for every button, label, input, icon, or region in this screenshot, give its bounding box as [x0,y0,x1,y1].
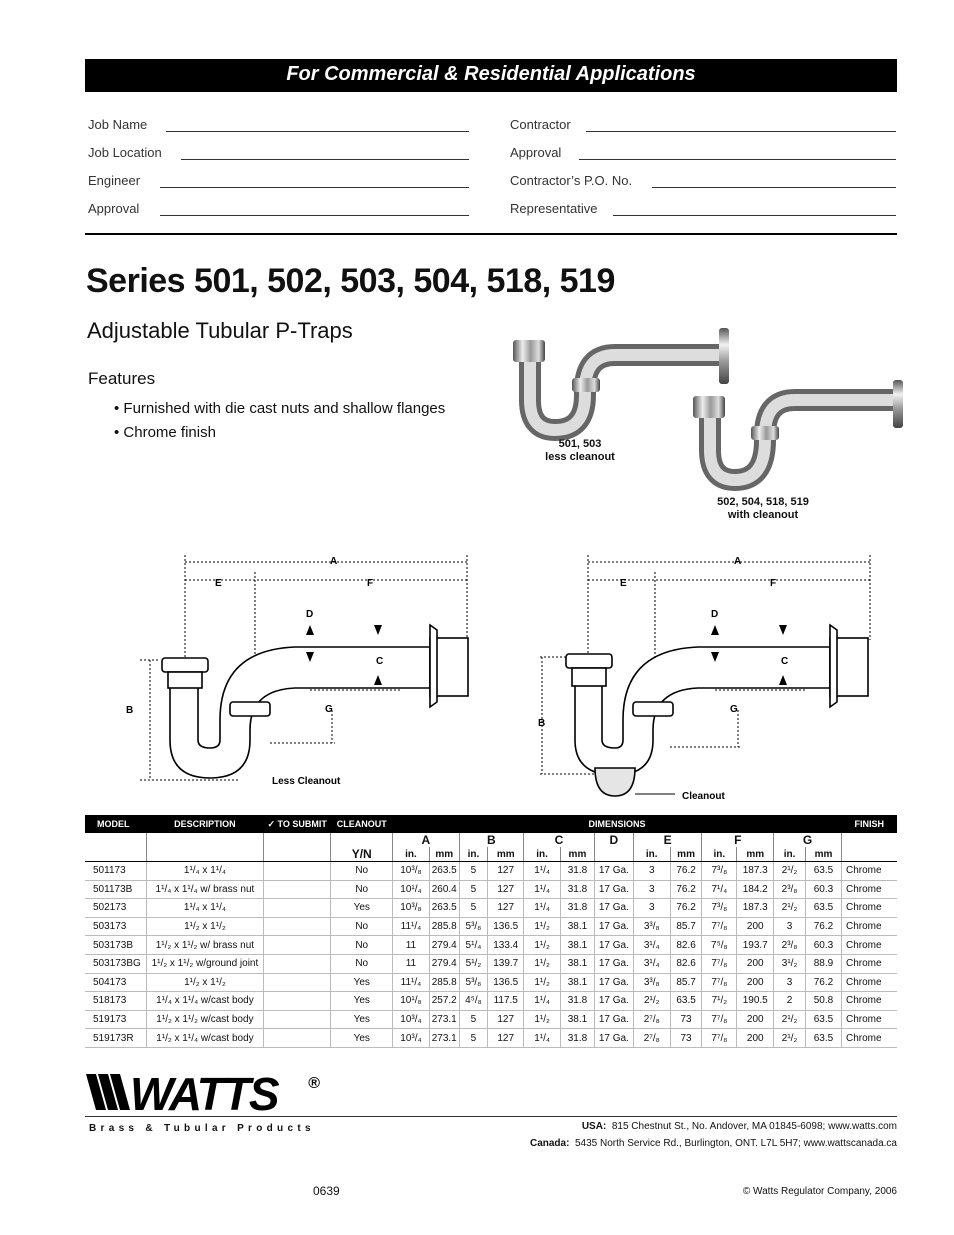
cell-d: 17 Ga. [594,862,633,881]
cell-d: 17 Ga. [594,1010,633,1029]
photo-caption-with-cleanout [700,496,826,522]
features-heading: Features [88,369,156,388]
cell-c-mm: 38.1 [561,1010,595,1029]
table-row [85,1010,897,1029]
col-header-submit: ✓ TO SUBMIT [263,815,331,833]
unit-header: mm [429,847,459,862]
cell-d: 17 Ga. [594,936,633,955]
cell-f-mm: 184.2 [737,880,774,899]
dim-label-e: E [215,578,222,589]
col-header-finish: FINISH [841,815,897,833]
cell-a-mm: 263.5 [429,862,459,881]
cell-g-mm: 76.2 [805,973,841,992]
cell-submit[interactable] [263,973,331,992]
table-row [85,973,897,992]
cell-a-in: 10³/₄ [392,1029,429,1048]
cell-finish: Chrome [841,1010,897,1029]
cell-g-in: 2³/₈ [774,880,806,899]
unit-header: in. [633,847,670,862]
cell-g-in: 3 [774,973,806,992]
cell-e-in: 3³/₈ [633,917,670,936]
cell-f-mm: 187.3 [737,899,774,918]
dim-label-a: A [734,556,742,567]
cell-b-mm: 127 [488,862,524,881]
cell-model: 502173 [85,899,147,918]
cell-model: 503173BG [85,954,147,973]
cell-c-in: 1¹/₂ [524,954,561,973]
cell-e-in: 2¹/₂ [633,992,670,1011]
cell-b-in: 4⁵/₈ [459,992,488,1011]
section-divider [85,233,897,235]
cell-c-mm: 38.1 [561,954,595,973]
col-header-dimensions: DIMENSIONS [392,815,841,833]
cell-cleanout: Yes [331,899,393,918]
cell-g-in: 3¹/₂ [774,954,806,973]
table-row [85,899,897,918]
registered-mark: ® [308,1075,319,1092]
cell-b-mm: 139.7 [488,954,524,973]
dim-label-d: D [306,609,314,620]
dim-label-g: G [325,704,333,715]
diagram-caption-less-cleanout: Less Cleanout [272,776,341,787]
cell-f-in: 7⁷/₈ [702,973,737,992]
cell-b-in: 5³/₈ [459,917,488,936]
cell-finish: Chrome [841,1029,897,1048]
cell-a-in: 10³/₈ [392,899,429,918]
logo-wordmark: WATTS [130,1070,278,1114]
cell-f-mm: 200 [737,973,774,992]
field-label: Contractor [510,117,571,132]
cell-submit[interactable] [263,936,331,955]
yn-header: Y/N [331,847,393,862]
page-subtitle: Adjustable Tubular P-Traps [87,318,353,343]
cell-model: 501173B [85,880,147,899]
unit-header: mm [737,847,774,862]
cell-description: 1¹/₂ x 1¹/₂ w/cast body [147,1010,264,1029]
spec-table [85,815,897,1048]
usa-label: USA: [581,1121,607,1132]
cell-f-mm: 190.5 [737,992,774,1011]
unit-header [594,847,633,862]
cell-g-mm: 60.3 [805,936,841,955]
usa-text: 815 Chestnut St., No. Andover, MA 01845-6098; www.watts.com [611,1121,897,1132]
cell-b-in: 5¹/₄ [459,936,488,955]
table-row [85,1029,897,1048]
unit-header: in. [524,847,561,862]
form-field-approval[interactable] [88,201,469,221]
cell-e-mm: 76.2 [670,862,702,881]
caption-line: 501, 503 [558,438,602,450]
cell-b-mm: 133.4 [488,936,524,955]
field-label: Contractor’s P.O. No. [510,173,633,188]
field-label: Approval [88,201,140,216]
cell-b-in: 5³/₈ [459,973,488,992]
unit-header: in. [392,847,429,862]
dim-label-d: D [711,609,719,620]
cell-submit[interactable] [263,880,331,899]
cell-f-in: 7⁷/₈ [702,917,737,936]
cell-g-mm: 63.5 [805,1029,841,1048]
cell-c-in: 1¹/₂ [524,917,561,936]
field-label: Approval [510,145,562,160]
cell-submit[interactable] [263,899,331,918]
cell-g-in: 2¹/₂ [774,899,806,918]
cell-model: 503173 [85,917,147,936]
cell-b-in: 5 [459,1029,488,1048]
cell-finish: Chrome [841,954,897,973]
cell-f-mm: 200 [737,1010,774,1029]
dim-label-f: F [367,578,374,589]
dim-label-g: G [730,704,738,715]
cell-g-mm: 63.5 [805,899,841,918]
cell-f-mm: 187.3 [737,862,774,881]
cell-a-mm: 285.8 [429,917,459,936]
form-field-approval-2[interactable] [510,145,896,165]
cell-c-mm: 38.1 [561,973,595,992]
cell-submit[interactable] [263,862,331,881]
cell-a-in: 10¹/₈ [392,992,429,1011]
cell-b-in: 5 [459,880,488,899]
cell-a-in: 11 [392,954,429,973]
field-line [166,131,469,132]
cell-cleanout: No [331,954,393,973]
field-line [181,159,469,160]
cell-finish: Chrome [841,899,897,918]
cell-c-in: 1¹/₂ [524,973,561,992]
unit-header: in. [459,847,488,862]
ptrap-photo-with-cleanout [693,380,903,480]
cell-b-mm: 127 [488,880,524,899]
field-label: Job Location [88,145,162,160]
table-row [85,992,897,1011]
cell-e-in: 3 [633,880,670,899]
document-number: 0639 [313,1184,340,1198]
col-header-cleanout: CLEANOUT [331,815,393,833]
cell-a-mm: 279.4 [429,954,459,973]
col-header-model: MODEL [85,815,147,833]
diagram-with-cleanout [520,550,900,810]
cell-f-in: 7¹/₄ [702,880,737,899]
cell-a-in: 11 [392,936,429,955]
header-banner [85,59,897,92]
cell-model: 518173 [85,992,147,1011]
cell-a-in: 11¹/₄ [392,917,429,936]
cell-c-in: 1¹/₄ [524,899,561,918]
cell-e-mm: 76.2 [670,880,702,899]
dim-header-a: A [392,833,459,847]
dim-header-b: B [459,833,524,847]
unit-header: in. [702,847,737,862]
cell-g-mm: 50.8 [805,992,841,1011]
cell-description: 1¹/₄ x 1¹/₄ [147,899,264,918]
cell-a-mm: 257.2 [429,992,459,1011]
cell-b-in: 5 [459,1010,488,1029]
cell-cleanout: No [331,917,393,936]
cell-f-in: 7³/₈ [702,862,737,881]
cell-model: 503173B [85,936,147,955]
unit-header: mm [561,847,595,862]
cell-submit[interactable] [263,992,331,1011]
cell-c-mm: 31.8 [561,899,595,918]
cell-c-mm: 31.8 [561,992,595,1011]
form-field-engineer[interactable] [88,173,469,193]
cell-f-mm: 200 [737,954,774,973]
cell-d: 17 Ga. [594,899,633,918]
cell-g-mm: 63.5 [805,862,841,881]
cell-e-mm: 76.2 [670,899,702,918]
cell-c-mm: 31.8 [561,880,595,899]
product-photos [505,320,905,520]
logo-mark [86,1070,326,1114]
field-line [160,215,469,216]
dim-label-b: B [538,718,546,729]
cell-a-in: 10³/₈ [392,862,429,881]
cell-finish: Chrome [841,973,897,992]
cell-e-in: 2⁷/₈ [633,1029,670,1048]
copyright: © Watts Regulator Company, 2006 [742,1186,897,1197]
cell-f-in: 7³/₈ [702,899,737,918]
cell-g-in: 2¹/₂ [774,1029,806,1048]
cell-b-in: 5 [459,899,488,918]
caption-line: 502, 504, 518, 519 [717,496,809,508]
cell-model: 519173R [85,1029,147,1048]
field-line [586,131,896,132]
cell-description: 1¹/₂ x 1¹/₄ w/cast body [147,1029,264,1048]
watts-logo [86,1070,326,1114]
cell-b-mm: 117.5 [488,992,524,1011]
cell-g-in: 2 [774,992,806,1011]
table-row [85,880,897,899]
cell-b-in: 5 [459,862,488,881]
cell-e-mm: 63.5 [670,992,702,1011]
cell-a-in: 10³/₄ [392,1010,429,1029]
cell-cleanout: No [331,862,393,881]
field-label: Engineer [88,173,141,188]
cell-description: 1¹/₄ x 1¹/₄ w/cast body [147,992,264,1011]
cell-f-in: 7¹/₂ [702,992,737,1011]
field-label: Job Name [88,117,148,132]
cell-d: 17 Ga. [594,992,633,1011]
cell-c-in: 1¹/₂ [524,936,561,955]
usa-address [582,1121,897,1132]
cell-description: 1¹/₂ x 1¹/₂ [147,973,264,992]
cell-a-in: 10¹/₄ [392,880,429,899]
cell-submit[interactable] [263,1029,331,1048]
dim-header-e: E [633,833,702,847]
cell-g-in: 2³/₈ [774,936,806,955]
form-field-job-name[interactable] [88,117,469,137]
cell-submit[interactable] [263,1010,331,1029]
table-subheader-units [85,847,897,862]
field-line [652,187,896,188]
cell-b-mm: 127 [488,899,524,918]
cell-c-in: 1¹/₄ [524,1029,561,1048]
cell-d: 17 Ga. [594,954,633,973]
page-title: Series 501, 502, 503, 504, 518, 519 [86,262,615,300]
cell-b-mm: 136.5 [488,973,524,992]
cell-g-in: 2¹/₂ [774,1010,806,1029]
cell-f-mm: 200 [737,1029,774,1048]
cell-cleanout: Yes [331,1010,393,1029]
cell-f-mm: 200 [737,917,774,936]
cell-e-in: 3³/₈ [633,973,670,992]
cell-d: 17 Ga. [594,973,633,992]
table-row [85,954,897,973]
cell-g-mm: 76.2 [805,917,841,936]
form-field-contractor[interactable] [510,117,896,137]
cell-description: 1¹/₂ x 1¹/₂ w/ brass nut [147,936,264,955]
cell-e-in: 2⁷/₈ [633,1010,670,1029]
dim-header-c: C [524,833,595,847]
cell-f-in: 7⁷/₈ [702,954,737,973]
cell-e-in: 3 [633,862,670,881]
table-row [85,936,897,955]
cell-c-mm: 38.1 [561,917,595,936]
feature-item: • Furnished with die cast nuts and shallow flanges [114,400,446,417]
cell-f-in: 7⁷/₈ [702,1029,737,1048]
cell-b-mm: 127 [488,1010,524,1029]
dim-label-c: C [376,656,384,667]
cell-a-mm: 260.4 [429,880,459,899]
cell-cleanout: Yes [331,973,393,992]
cell-c-mm: 31.8 [561,1029,595,1048]
canada-label: Canada: [529,1138,570,1149]
form-field-job-location[interactable] [88,145,469,165]
cell-finish: Chrome [841,992,897,1011]
cell-c-in: 1¹/₄ [524,880,561,899]
photo-caption-less-cleanout [540,438,620,464]
cell-finish: Chrome [841,862,897,881]
banner-text: For Commercial & Residential Applications [286,63,696,85]
cell-description: 1¹/₂ x 1¹/₂ [147,917,264,936]
cell-a-mm: 263.5 [429,899,459,918]
cell-cleanout: No [331,936,393,955]
canada-address [530,1138,897,1149]
table-row [85,917,897,936]
arrow-d [306,625,314,635]
cell-description: 1¹/₄ x 1¹/₄ w/ brass nut [147,880,264,899]
table-header-row [85,815,897,833]
cell-cleanout: Yes [331,992,393,1011]
cell-c-mm: 38.1 [561,936,595,955]
cell-description: 1¹/₄ x 1¹/₄ [147,862,264,881]
cell-c-in: 1¹/₂ [524,1010,561,1029]
cell-finish: Chrome [841,917,897,936]
field-line [579,159,896,160]
unit-header: mm [805,847,841,862]
cell-a-mm: 285.8 [429,973,459,992]
cell-g-mm: 63.5 [805,1010,841,1029]
dim-label-e: E [620,578,627,589]
dim-label-a: A [330,556,338,567]
cell-model: 501173 [85,862,147,881]
cell-e-mm: 85.7 [670,917,702,936]
tagline: Brass & Tubular Products [89,1123,315,1134]
cell-c-in: 1¹/₄ [524,992,561,1011]
cell-a-mm: 273.1 [429,1010,459,1029]
cell-g-mm: 60.3 [805,880,841,899]
dim-header-d: D [594,833,633,847]
caption-line: with cleanout [727,509,799,521]
cell-b-mm: 136.5 [488,917,524,936]
cell-cleanout: Yes [331,1029,393,1048]
field-line [613,215,896,216]
footer-divider [85,1116,897,1117]
diagram-caption-cleanout: Cleanout [682,791,725,802]
cell-a-in: 11¹/₄ [392,973,429,992]
cell-g-mm: 88.9 [805,954,841,973]
unit-header: mm [670,847,702,862]
cell-submit[interactable] [263,917,331,936]
canada-text: 5435 North Service Rd., Burlington, ONT. L7L 5H7; www.wattscanada.ca [574,1138,897,1149]
cell-f-in: 7⁵/₈ [702,936,737,955]
cell-finish: Chrome [841,936,897,955]
table-subheader-letters [85,833,897,847]
table-row [85,862,897,881]
cell-d: 17 Ga. [594,880,633,899]
dim-label-c: C [781,656,789,667]
dim-label-b: B [126,705,134,716]
caption-line: less cleanout [545,451,615,463]
cell-submit[interactable] [263,954,331,973]
field-label: Representative [510,201,598,216]
cell-b-in: 5¹/₂ [459,954,488,973]
cell-description: 1¹/₂ x 1¹/₂ w/ground joint [147,954,264,973]
dim-header-g: G [774,833,842,847]
cell-b-mm: 127 [488,1029,524,1048]
diagram-less-cleanout [110,550,490,800]
form-field-po-number[interactable] [510,173,896,193]
cell-c-mm: 31.8 [561,862,595,881]
cell-e-mm: 73 [670,1029,702,1048]
cell-model: 504173 [85,973,147,992]
cell-e-in: 3¹/₄ [633,936,670,955]
col-header-description: DESCRIPTION [147,815,264,833]
dim-label-f: F [770,578,777,589]
cell-e-in: 3¹/₄ [633,954,670,973]
feature-item: • Chrome finish [114,424,216,441]
form-field-representative[interactable] [510,201,896,221]
cell-e-mm: 82.6 [670,954,702,973]
cell-a-mm: 279.4 [429,936,459,955]
cell-cleanout: No [331,880,393,899]
cell-e-in: 3 [633,899,670,918]
cell-a-mm: 273.1 [429,1029,459,1048]
unit-header: mm [488,847,524,862]
cell-finish: Chrome [841,880,897,899]
cell-f-in: 7⁷/₈ [702,1010,737,1029]
cell-g-in: 3 [774,917,806,936]
cell-e-mm: 73 [670,1010,702,1029]
cell-g-in: 2¹/₂ [774,862,806,881]
cell-f-mm: 193.7 [737,936,774,955]
cell-c-in: 1¹/₄ [524,862,561,881]
unit-header: in. [774,847,806,862]
cell-d: 17 Ga. [594,1029,633,1048]
cell-e-mm: 85.7 [670,973,702,992]
features-list [114,397,445,445]
cell-d: 17 Ga. [594,917,633,936]
cell-e-mm: 82.6 [670,936,702,955]
cell-model: 519173 [85,1010,147,1029]
field-line [160,187,469,188]
dim-header-f: F [702,833,774,847]
